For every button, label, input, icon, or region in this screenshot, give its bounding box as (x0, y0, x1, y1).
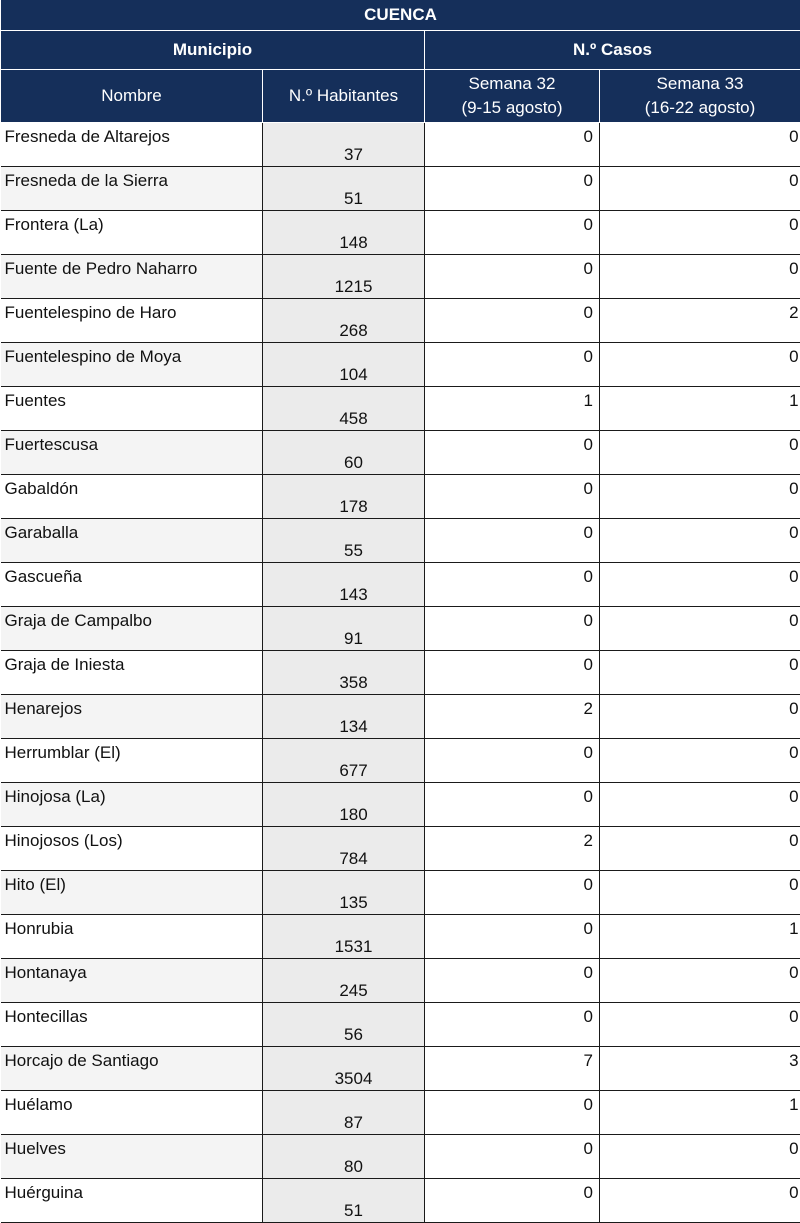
semana33-cases: 0 (600, 1179, 800, 1223)
table-row (1, 431, 800, 475)
semana32-label: Semana 32 (425, 72, 599, 96)
municipio-name: Garaballa (1, 519, 263, 563)
table-row (1, 695, 800, 739)
semana32-header (425, 70, 600, 123)
semana33-cases: 0 (600, 651, 800, 695)
habitantes-value: 80 (324, 1156, 363, 1178)
semana32-cases: 0 (425, 1091, 600, 1135)
municipio-name: Frontera (La) (1, 211, 263, 255)
habitantes-value: 3504 (315, 1068, 373, 1090)
semana32-dates: (9-15 agosto) (425, 96, 599, 120)
habitantes-value: 104 (319, 364, 367, 386)
table-row (1, 915, 800, 959)
semana32-cases: 0 (425, 475, 600, 519)
habitantes-cell (263, 915, 425, 959)
habitantes-cell (263, 1003, 425, 1047)
habitantes-value: 37 (324, 144, 363, 166)
municipio-name: Gabaldón (1, 475, 263, 519)
habitantes-value: 51 (324, 1200, 363, 1222)
semana33-cases: 0 (600, 123, 800, 167)
municipio-name: Fuentelespino de Haro (1, 299, 263, 343)
table-row (1, 1003, 800, 1047)
semana32-cases: 0 (425, 211, 600, 255)
semana32-cases: 0 (425, 343, 600, 387)
habitantes-cell (263, 343, 425, 387)
municipio-name: Herrumblar (El) (1, 739, 263, 783)
habitantes-value: 51 (324, 188, 363, 210)
semana32-cases: 0 (425, 519, 600, 563)
semana32-cases: 0 (425, 123, 600, 167)
casos-group-header: N.º Casos (425, 31, 800, 70)
table-row (1, 827, 800, 871)
habitantes-cell (263, 563, 425, 607)
semana33-cases: 0 (600, 211, 800, 255)
semana33-cases: 0 (600, 607, 800, 651)
semana33-cases: 0 (600, 343, 800, 387)
table-title: CUENCA (1, 0, 800, 31)
table-row (1, 651, 800, 695)
habitantes-value: 60 (324, 452, 363, 474)
habitantes-value: 458 (319, 408, 367, 430)
semana32-cases: 0 (425, 431, 600, 475)
semana33-cases: 0 (600, 959, 800, 1003)
semana32-cases: 2 (425, 695, 600, 739)
semana32-cases: 0 (425, 1135, 600, 1179)
semana33-cases: 0 (600, 167, 800, 211)
habitantes-cell (263, 607, 425, 651)
table-row (1, 783, 800, 827)
semana33-cases: 2 (600, 299, 800, 343)
habitantes-value: 56 (324, 1024, 363, 1046)
table-row (1, 123, 800, 167)
semana33-dates: (16-22 agosto) (600, 96, 800, 120)
habitantes-value: 358 (319, 672, 367, 694)
habitantes-value: 91 (324, 628, 363, 650)
municipio-name: Hontanaya (1, 959, 263, 1003)
table-row (1, 1179, 800, 1223)
table-row (1, 607, 800, 651)
habitantes-cell (263, 827, 425, 871)
table-row (1, 739, 800, 783)
semana32-cases: 0 (425, 299, 600, 343)
habitantes-value: 55 (324, 540, 363, 562)
habitantes-cell (263, 475, 425, 519)
semana33-label: Semana 33 (600, 72, 800, 96)
semana33-cases: 0 (600, 431, 800, 475)
semana32-cases: 0 (425, 255, 600, 299)
habitantes-cell (263, 299, 425, 343)
semana32-cases: 0 (425, 651, 600, 695)
semana32-cases: 0 (425, 563, 600, 607)
semana32-cases: 0 (425, 915, 600, 959)
habitantes-cell (263, 387, 425, 431)
municipio-name: Fresneda de la Sierra (1, 167, 263, 211)
habitantes-cell (263, 1047, 425, 1091)
municipio-group-header: Municipio (1, 31, 425, 70)
semana32-cases: 0 (425, 607, 600, 651)
semana33-cases: 0 (600, 783, 800, 827)
semana33-cases: 1 (600, 1091, 800, 1135)
habitantes-cell (263, 871, 425, 915)
semana33-cases: 0 (600, 739, 800, 783)
municipio-name: Gascueña (1, 563, 263, 607)
habitantes-cell (263, 1179, 425, 1223)
semana33-cases: 0 (600, 695, 800, 739)
municipio-name: Horcajo de Santiago (1, 1047, 263, 1091)
semana33-cases: 0 (600, 1003, 800, 1047)
municipio-name: Huélamo (1, 1091, 263, 1135)
table-row (1, 299, 800, 343)
semana32-cases: 0 (425, 739, 600, 783)
municipio-name: Huérguina (1, 1179, 263, 1223)
semana32-cases: 2 (425, 827, 600, 871)
table-row (1, 167, 800, 211)
table-body (1, 123, 800, 1223)
habitantes-value: 180 (319, 804, 367, 826)
semana33-cases: 0 (600, 255, 800, 299)
semana33-cases: 0 (600, 475, 800, 519)
habitantes-value: 135 (319, 892, 367, 914)
table-row (1, 343, 800, 387)
habitantes-value: 178 (319, 496, 367, 518)
semana33-cases: 1 (600, 915, 800, 959)
habitantes-value: 784 (319, 848, 367, 870)
semana33-cases: 0 (600, 1135, 800, 1179)
habitantes-cell (263, 431, 425, 475)
habitantes-value: 143 (319, 584, 367, 606)
semana33-cases: 1 (600, 387, 800, 431)
semana33-cases: 3 (600, 1047, 800, 1091)
municipio-name: Hinojosos (Los) (1, 827, 263, 871)
habitantes-value: 134 (319, 716, 367, 738)
semana32-cases: 0 (425, 871, 600, 915)
habitantes-cell (263, 1091, 425, 1135)
habitantes-value: 1531 (315, 936, 373, 958)
municipio-name: Hito (El) (1, 871, 263, 915)
habitantes-cell (263, 959, 425, 1003)
table-row (1, 387, 800, 431)
habitantes-cell (263, 783, 425, 827)
municipio-name: Hontecillas (1, 1003, 263, 1047)
table-row (1, 871, 800, 915)
habitantes-cell (263, 519, 425, 563)
semana33-cases: 0 (600, 871, 800, 915)
semana33-cases: 0 (600, 519, 800, 563)
semana32-cases: 1 (425, 387, 600, 431)
habitantes-cell (263, 739, 425, 783)
semana32-cases: 0 (425, 1003, 600, 1047)
municipio-name: Huelves (1, 1135, 263, 1179)
habitantes-value: 245 (319, 980, 367, 1002)
municipio-name: Graja de Campalbo (1, 607, 263, 651)
municipio-name: Fuertescusa (1, 431, 263, 475)
semana32-cases: 0 (425, 1179, 600, 1223)
table-row (1, 1135, 800, 1179)
table-row (1, 959, 800, 1003)
table-row (1, 563, 800, 607)
habitantes-value: 1215 (315, 276, 373, 298)
semana33-header (600, 70, 800, 123)
habitantes-value: 148 (319, 232, 367, 254)
habitantes-cell (263, 651, 425, 695)
habitantes-cell (263, 695, 425, 739)
semana33-cases: 0 (600, 563, 800, 607)
municipio-name: Fresneda de Altarejos (1, 123, 263, 167)
semana32-cases: 0 (425, 959, 600, 1003)
habitantes-cell (263, 255, 425, 299)
municipio-name: Henarejos (1, 695, 263, 739)
municipio-name: Fuente de Pedro Naharro (1, 255, 263, 299)
habitantes-value: 677 (319, 760, 367, 782)
municipio-name: Fuentes (1, 387, 263, 431)
semana32-cases: 7 (425, 1047, 600, 1091)
semana33-cases: 0 (600, 827, 800, 871)
municipio-name: Fuentelespino de Moya (1, 343, 263, 387)
table-row (1, 1047, 800, 1091)
habitantes-value: 268 (319, 320, 367, 342)
municipio-name: Hinojosa (La) (1, 783, 263, 827)
habitantes-cell (263, 211, 425, 255)
table-row (1, 519, 800, 563)
habitantes-cell (263, 167, 425, 211)
municipio-name: Honrubia (1, 915, 263, 959)
habitantes-cell (263, 1135, 425, 1179)
table-row (1, 255, 800, 299)
nombre-header: Nombre (1, 70, 263, 123)
municipio-name: Graja de Iniesta (1, 651, 263, 695)
habitantes-cell (263, 123, 425, 167)
table-row (1, 475, 800, 519)
semana32-cases: 0 (425, 783, 600, 827)
table-row (1, 1091, 800, 1135)
habitantes-header: N.º Habitantes (263, 70, 425, 123)
table-row (1, 211, 800, 255)
habitantes-value: 87 (324, 1112, 363, 1134)
semana32-cases: 0 (425, 167, 600, 211)
